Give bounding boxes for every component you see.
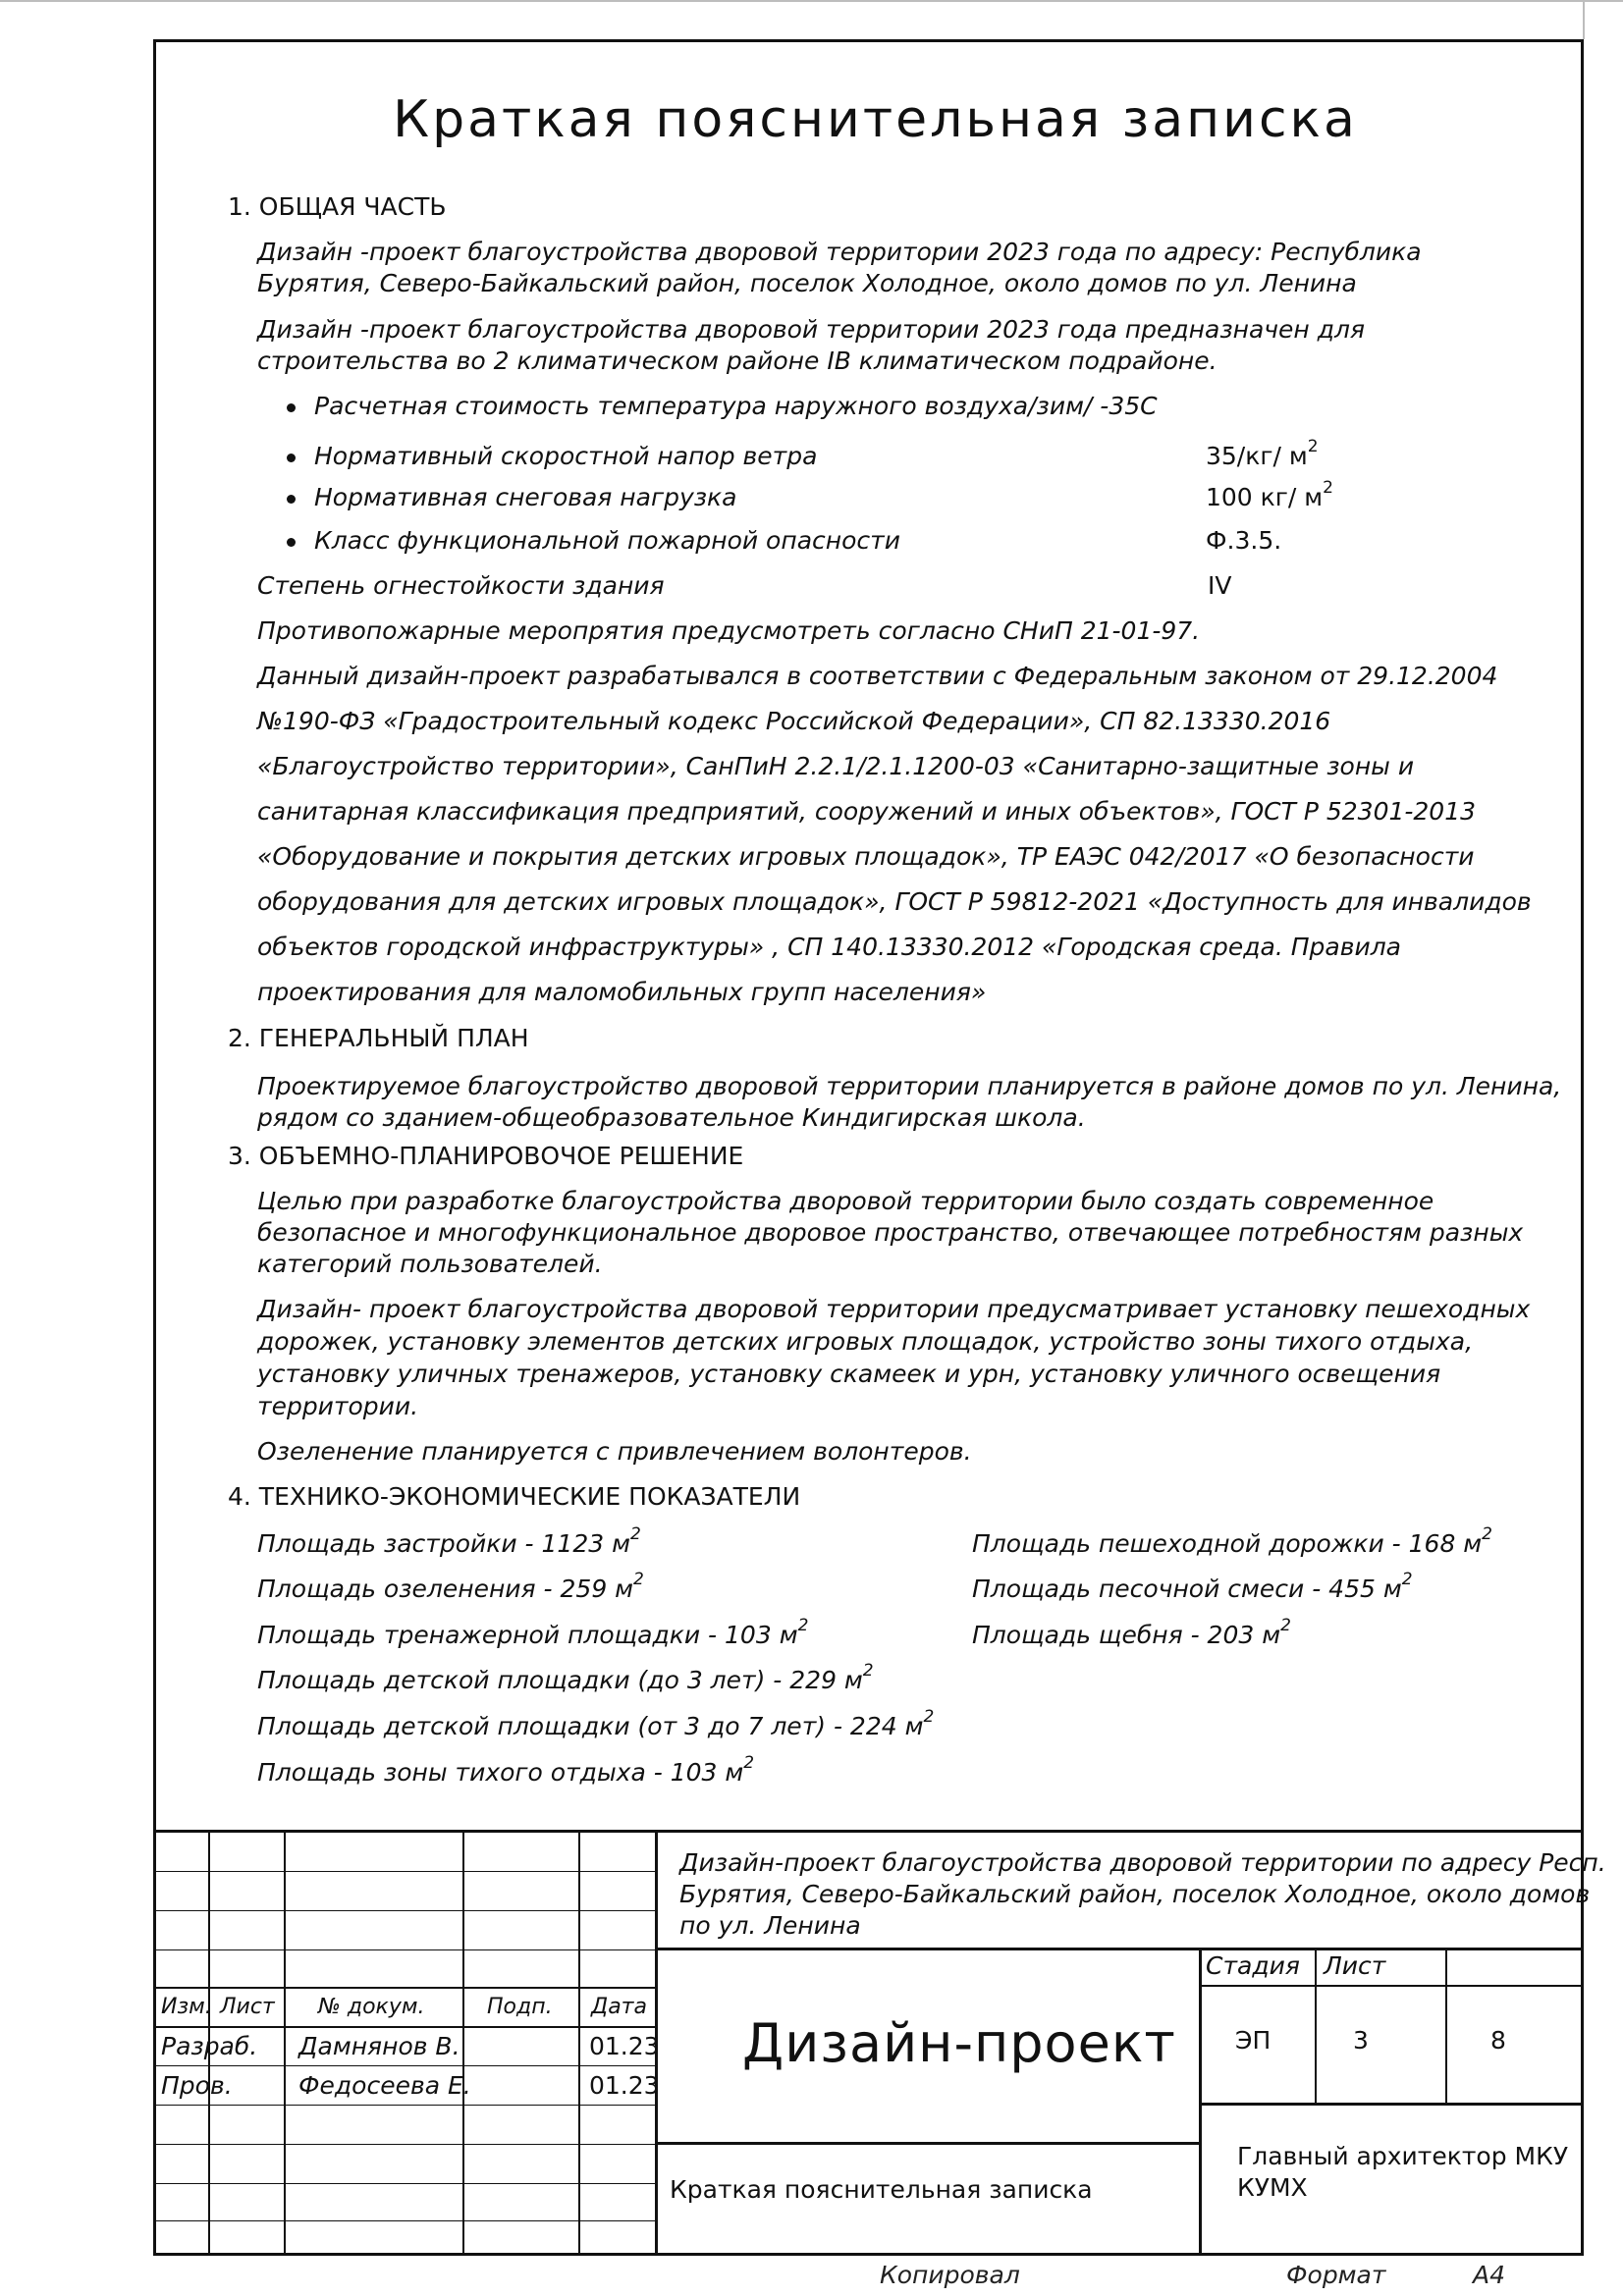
stamp-checker-name: Федосеева Е.	[298, 2071, 471, 2100]
s3-p1-line: Целью при разработке благоустройства дворовой территории было создать современное	[257, 1187, 1434, 1215]
stamp-hline	[153, 1871, 655, 1872]
law-line: санитарная классификация предприятий, сооружений и иных объектов», ГОСТ Р 52301-2013	[257, 797, 1477, 826]
indicator-left: Площадь зоны тихого отдыха - 103 $м^2$	[257, 1752, 755, 1787]
stamp-hline	[1199, 1985, 1584, 1987]
stamp-header-sign: Подп.	[487, 1995, 553, 2019]
bullet-value: 100 кг/ $м^2$	[1206, 477, 1333, 511]
stamp-hline	[153, 1910, 655, 1911]
stamp-project-line: Бурятия, Северо-Байкальский район, поселок Холодное, около домов	[679, 1880, 1591, 1908]
s1-p1-line1: Дизайн -проект благоустройства дворовой территории 2023 года по адресу: Республика	[257, 238, 1422, 266]
indicator-left: Площадь детской площадки (от 3 до 7 лет) - 224 $м^2$	[257, 1706, 935, 1740]
indicator-left: Площадь тренажерной площадки - 103 $м^2$	[257, 1615, 809, 1649]
stamp-vline	[1445, 1948, 1447, 2105]
law-line: Данный дизайн-проект разрабатывался в соответствии с Федеральным законом от 29.12.2004	[257, 662, 1498, 690]
stamp-stage-header: Стадия	[1206, 1951, 1300, 1980]
s2-line1: Проектируемое благоустройство дворовой территории планируется в районе домов по ул. Ленина,	[257, 1072, 1562, 1100]
law-line: «Оборудование и покрытия детских игровых площадок», ТР ЕАЭС 042/2017 «О безопасности	[257, 842, 1475, 871]
bullet-item: Расчетная стоимость температура наружного воздуха/зим/ -35С	[314, 392, 1158, 420]
stamp-header-izm: Изм.	[161, 1995, 212, 2019]
s3-p2-line: Дизайн- проект благоустройства дворовой территории предусматривает установку пешеходных	[257, 1295, 1531, 1323]
top-edge-line	[0, 0, 1623, 2]
section-1-heading: 1. ОБЩАЯ ЧАСТЬ	[228, 192, 447, 221]
stamp-hline	[153, 2026, 655, 2028]
indicator-right: Площадь пешеходной дорожки - 168 $м^2$	[972, 1523, 1492, 1558]
bullet-item: Нормативный скоростной напор ветра	[314, 442, 818, 470]
bullet-item: Нормативная снеговая нагрузка	[314, 483, 737, 511]
indicator-left: Площадь застройки - 1123 $м^2$	[257, 1523, 641, 1558]
fire-measures: Противопожарные меропрятия предусмотреть согласно СНиП 21-01-97.	[257, 616, 1201, 645]
stamp-hline	[153, 2144, 655, 2145]
footer-copied: Копировал	[880, 2261, 1020, 2289]
bullet-item: Класс функциональной пожарной опасности	[314, 526, 900, 555]
law-line: «Благоустройство территории», СанПиН 2.2.1/2.1.1200-03 «Санитарно-защитные зоны и	[257, 752, 1415, 780]
stamp-organization-line: КУМХ	[1237, 2173, 1308, 2202]
stamp-organization-line: Главный архитектор МКУ	[1237, 2142, 1569, 2170]
indicator-right: Площадь щебня - 203 $м^2$	[972, 1615, 1291, 1649]
bullet-value: 35/кг/ $м^2$	[1206, 436, 1319, 470]
law-line: проектирования для маломобильных групп населения»	[257, 978, 987, 1006]
fire-resistance-label: Степень огнестойкости здания	[257, 571, 665, 600]
bullet-value: Ф.3.5.	[1206, 526, 1282, 555]
s3-p2-line: установку уличных тренажеров, установку скамеек и урн, установку уличного освещения	[257, 1360, 1441, 1388]
section-4-heading: 4. ТЕХНИКО-ЭКОНОМИЧЕСКИЕ ПОКАЗАТЕЛИ	[228, 1482, 801, 1511]
indicator-right: Площадь песочной смеси - 455 $м^2$	[972, 1569, 1413, 1603]
stamp-developer-date: 01.23	[589, 2032, 660, 2060]
section-3-heading: 3. ОБЪЕМНО-ПЛАНИРОВОЧОЕ РЕШЕНИЕ	[228, 1142, 744, 1170]
law-line: оборудования для детских игровых площадок», ГОСТ Р 59812-2021 «Доступность для инвалидов	[257, 887, 1532, 916]
stamp-stage-value: ЭП	[1235, 2026, 1271, 2055]
stamp-hline	[153, 1949, 655, 1950]
s1-p2-line2: строительства во 2 климатическом районе IВ климатическом подрайоне.	[257, 347, 1217, 375]
stamp-hline	[153, 1987, 655, 1989]
stamp-document-title: Краткая пояснительная записка	[670, 2175, 1093, 2204]
stamp-vline	[578, 1830, 580, 2256]
stamp-vline	[1199, 1948, 1202, 2256]
stamp-header-list: Лист	[220, 1995, 275, 2019]
footer-format-value: А4	[1473, 2261, 1506, 2289]
stamp-hline	[153, 2220, 655, 2221]
s2-line2: рядом со зданием-общеобразовательное Киндигирская школа.	[257, 1103, 1086, 1132]
s1-p1-line2: Бурятия, Северо-Байкальский район, поселок Холодное, около домов по ул. Ленина	[257, 269, 1357, 297]
stamp-checker-date: 01.23	[589, 2071, 660, 2100]
stamp-big-title: Дизайн-проект	[742, 2012, 1176, 2074]
stamp-vline	[284, 1830, 286, 2256]
stamp-top-line	[153, 1830, 1584, 1833]
s1-p2-line1: Дизайн -проект благоустройства дворовой территории 2023 года предназначен для	[257, 315, 1366, 344]
s3-p3: Озеленение планируется с привлечением волонтеров.	[257, 1437, 972, 1466]
stamp-project-line: по ул. Ленина	[679, 1911, 861, 1940]
stamp-role-developer: Разраб.	[161, 2032, 258, 2060]
s3-p1-line: категорий пользователей.	[257, 1250, 603, 1278]
stamp-vline	[1315, 1948, 1317, 2105]
stamp-header-doc: № докум.	[318, 1995, 425, 2019]
law-line: объектов городской инфраструктуры» , СП 140.13330.2012 «Городская среда. Правила	[257, 933, 1402, 961]
stamp-hline	[153, 2183, 655, 2184]
fire-resistance-value: IV	[1208, 571, 1232, 600]
stamp-developer-name: Дамнянов В.	[298, 2032, 460, 2060]
stamp-sheet-header: Лист	[1324, 1951, 1386, 1980]
stamp-hline	[1199, 2103, 1584, 2106]
stamp-sheets-total: 8	[1490, 2026, 1506, 2055]
section-2-heading: 2. ГЕНЕРАЛЬНЫЙ ПЛАН	[228, 1024, 529, 1052]
stamp-header-date: Дата	[591, 1995, 647, 2019]
title-block	[153, 1830, 1606, 2256]
stamp-vline	[462, 1830, 464, 2256]
s3-p2-line: дорожек, установку элементов детских игровых площадок, устройство зоны тихого отдыха,	[257, 1327, 1474, 1356]
page-title: Краткая пояснительная записка	[393, 90, 1358, 149]
stamp-role-checker: Пров.	[161, 2071, 233, 2100]
stamp-sheet-value: 3	[1353, 2026, 1369, 2055]
stamp-project-line: Дизайн-проект благоустройства дворовой территории по адресу Респ.	[679, 1848, 1606, 1877]
s3-p1-line: безопасное и многофункциональное дворовое пространство, отвечающее потребностям разных	[257, 1218, 1524, 1247]
indicator-left: Площадь детской площадки (до 3 лет) - 229 $м^2$	[257, 1660, 874, 1694]
stamp-hline	[153, 2065, 655, 2066]
footer-format-label: Формат	[1286, 2261, 1386, 2289]
s3-p2-line: территории.	[257, 1392, 419, 1420]
top-right-edge-line	[1583, 0, 1585, 39]
indicator-left: Площадь озеленения - 259 $м^2$	[257, 1569, 644, 1603]
law-line: №190-ФЗ «Градостроительный кодекс Российской Федерации», СП 82.13330.2016	[257, 707, 1331, 735]
stamp-hline	[655, 2142, 1199, 2145]
stamp-hline	[153, 2105, 655, 2106]
